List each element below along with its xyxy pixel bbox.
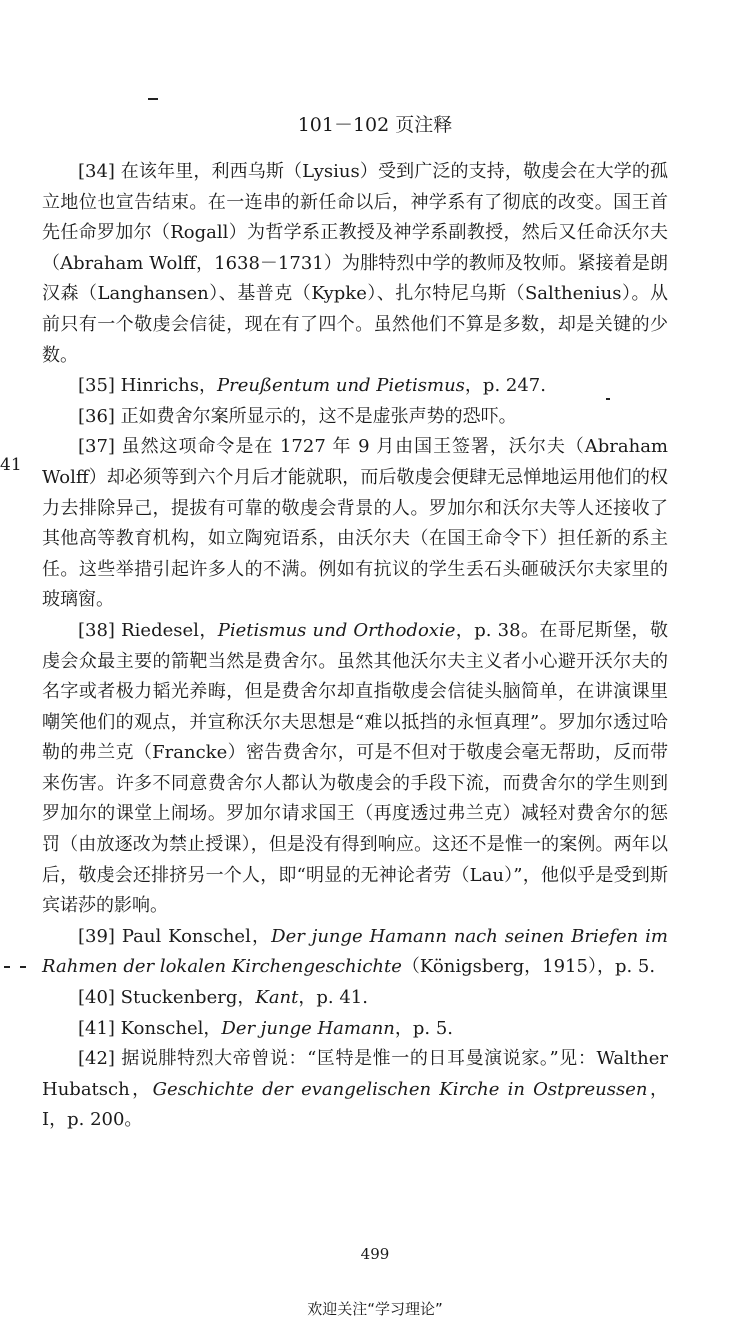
note-39: [39] Paul Konschel，Der junge Hamann nach seinen Briefen im Rahmen der lokalen Kirchengeschichte（Königsberg，1915），p. 5. — [42, 925, 668, 978]
book-title: Pietismus und Orthodoxie — [217, 619, 456, 641]
note-40: [40] Stuckenberg，Kant，p. 41. — [78, 987, 368, 1009]
note-34: [34] 在该年里，利西乌斯（Lysius）受到广泛的支持，敬虔会在大学的孤立地位也宣告结束。在一连串的新任命以后，神学系有了彻底的改变。国王首先任命罗加尔（Rogall）为哲学系正教授及神学系副教授，然后又任命沃尔夫（Abraham Wolff，1638－1731）为腓特烈中学的教师及牧师。紧接着是朗汉森（Langhansen）、基普克（Kypke）、扎尔特尼乌斯（Salthenius）。从前只有一个敬虔会信徒，现在有了四个。虽然他们不算是多数，却是关键的少数。 — [42, 161, 668, 366]
page-number: 499 — [360, 1245, 390, 1263]
note-35: [35] Hinrichs，Preußentum und Pietismus，p. 247. — [78, 375, 546, 397]
footer-watermark: 欢迎关注“学习理论” — [307, 1300, 443, 1318]
note-42: [42] 据说腓特烈大帝曾说：“匡特是惟一的日耳曼演说家。”见：Walther Hubatsch，Geschichte der evangelischen Kirche in Ostpreussen，I，p. 200。 — [42, 1048, 668, 1131]
note-37: [37] 虽然这项命令是在 1727 年 9 月由国王签署，沃尔夫（Abraham Wolff）却必须等到六个月后才能就职，而后敬虔会便肆无忌惮地运用他们的权力去排除异己，提拔有可靠的敬虔会背景的人。罗加尔和沃尔夫等人还接收了其他高等教育机构，如立陶宛语系，由沃尔夫（在国王命令下）担任新的系主任。这些举措引起许多人的不满。例如有抗议的学生丢石头砸破沃尔夫家里的玻璃窗。 — [42, 436, 668, 611]
page-title: 101－102 页注释 — [297, 114, 453, 136]
notes-body — [42, 157, 668, 1136]
note-36: [36] 正如费舍尔案所显示的，这不是虚张声势的恐吓。 — [78, 405, 517, 427]
margin-page-number: 41 — [0, 455, 22, 475]
margin-tick-mark — [20, 966, 26, 968]
note-38: [38] Riedesel，Pietismus und Orthodoxie，p. 38。在哥尼斯堡，敬虔会众最主要的箭靶当然是费舍尔。虽然其他沃尔夫主义者小心避开沃尔夫的名字或者极力韬光养晦，但是费舍尔却直指敬虔会信徒头脑简单，在讲演课里嘲笑他们的观点，并宣称沃尔夫思想是“难以抵挡的永恒真理”。罗加尔透过哈勒的弗兰克（Francke）密告费舍尔，可是不但对于敬虔会毫无帮助，反而带来伤害。许多不同意费舍尔人都认为敬虔会的手段下流，而费舍尔的学生则到罗加尔的课堂上闹场。罗加尔请求国王（再度透过弗兰克）减轻对费舍尔的惩罚（由放逐改为禁止授课），但是没有得到响应。这还不是惟一的案例。两年以后，敬虔会还排挤另一个人，即“明显的无神论者劳（Lau）”，他似乎是受到斯宾诺莎的影响。 — [42, 619, 668, 917]
top-dash-mark — [148, 98, 158, 100]
book-title: Preußentum und Pietismus — [217, 375, 465, 397]
book-title: Kant — [255, 987, 299, 1009]
note-41: [41] Konschel，Der junge Hamann，p. 5. — [78, 1017, 454, 1039]
margin-tick-mark — [4, 966, 10, 968]
book-title: Der junge Hamann nach seinen Briefen im Rahmen der lokalen Kirchengeschichte — [42, 925, 668, 978]
book-title: Der junge Hamann — [221, 1017, 395, 1039]
book-title: Geschichte der evangelischen Kirche in Ostpreussen — [152, 1078, 648, 1100]
